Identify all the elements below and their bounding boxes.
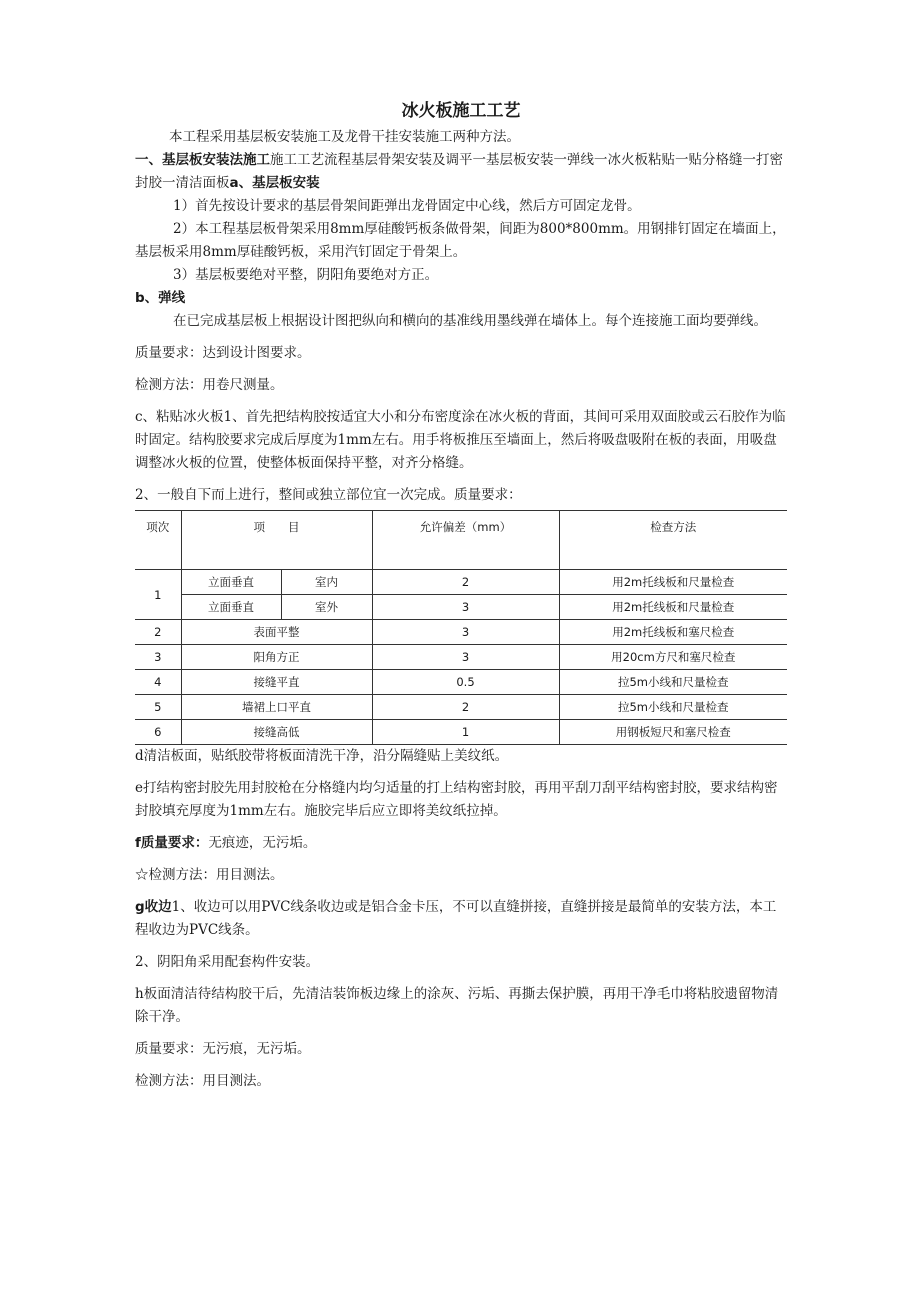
row-method: 用20cm方尺和塞尺检查	[559, 645, 787, 670]
section-g-text: 1、收边可以用PVC线条收边或是铝合金卡压，不可以直缝拼接，直缝拼接是最简单的安装方法，本工程收边为PVC线条。	[135, 899, 777, 938]
row-no: 2	[135, 620, 181, 645]
section-b-check: 检测方法：用卷尺测量。	[135, 377, 284, 393]
section-b-heading: b、弹线	[135, 290, 186, 306]
table-row	[135, 620, 787, 645]
row-no: 3	[135, 645, 181, 670]
table-row	[135, 695, 787, 720]
header-item: 项 目	[181, 511, 372, 570]
section1-heading: 一、基层板安装法施工	[135, 152, 270, 168]
row-sub-item: 室内	[281, 570, 372, 595]
section-f-check: ☆检测方法：用目测法。	[135, 867, 284, 883]
row-method: 拉5m小线和尺量检查	[559, 670, 787, 695]
row-item: 立面垂直	[181, 570, 281, 595]
section-a-heading: a、基层板安装	[229, 175, 320, 191]
header-deviation: 允许偏差（mm）	[372, 511, 559, 570]
section-e-body: e打结构密封胶先用封胶枪在分格缝内均匀适量的打上结构密封胶，再用平刮刀刮平结构密封胶，要求结构密封胶填充厚度为1mm左右。施胶完毕后应立即将美纹纸拉掉。	[135, 780, 778, 819]
row-method: 用2m托线板和塞尺检查	[559, 620, 787, 645]
intro-paragraph: 本工程采用基层板安装施工及龙骨干挂安装施工两种方法。	[169, 129, 520, 145]
section-c-note: 2、一般自下而上进行，整间或独立部位宜一次完成。质量要求：	[135, 487, 522, 503]
section-c-body: c、粘贴冰火板1、首先把结构胶按适宜大小和分布密度涂在冰火板的背面，其间可采用双面胶或云石胶作为临时固定。结构胶要求完成后厚度为1mm左右。用手将板推压至墙面上，然后将吸盘吸附在板的表面，用吸盘调整冰火板的位置，使整体板面保持平整，对齐分格缝。	[135, 409, 786, 471]
section-f-label: f质量要求：	[135, 835, 209, 851]
row-no: 6	[135, 720, 181, 745]
row-no: 1	[135, 570, 181, 620]
row-item: 接缝平直	[181, 670, 372, 695]
row-item: 墙裙上口平直	[181, 695, 372, 720]
row-no: 4	[135, 670, 181, 695]
table-row	[135, 570, 787, 595]
table-row	[135, 595, 787, 620]
row-method: 用钢板短尺和塞尺检查	[559, 720, 787, 745]
row-item: 接缝高低	[181, 720, 372, 745]
row-item: 阳角方正	[181, 645, 372, 670]
row-deviation: 0.5	[372, 670, 559, 695]
row-deviation: 2	[372, 695, 559, 720]
header-method: 检查方法	[559, 511, 787, 570]
table-row	[135, 645, 787, 670]
section1-item-2: 2）本工程基层板骨架采用8mm厚硅酸钙板条做骨架，间距为800*800mm。用钢排钉固定在墙面上，基层板采用8mm厚硅酸钙板，采用汽钉固定于骨架上。	[135, 221, 786, 260]
row-method: 用2m托线板和尺量检查	[559, 595, 787, 620]
section-d-body: d清洁板面，贴纸胶带将板面清洗干净，沿分隔缝贴上美纹纸。	[135, 748, 509, 764]
header-no: 项次	[135, 511, 181, 570]
section-b-body: 在已完成基层板上根据设计图把纵向和横向的基准线用墨线弹在墙体上。每个连接施工面均要弹线。	[173, 313, 767, 329]
section-b-quality: 质量要求：达到设计图要求。	[135, 345, 311, 361]
row-deviation: 3	[372, 595, 559, 620]
section1-flow: 施工工艺流程基层骨架安装及调平一基层板安装一弹线一冰火板粘贴一贴分格缝一打密封胶一清洁面板	[135, 152, 783, 191]
section1-item-3: 3）基层板要绝对平整，阴阳角要绝对方正。	[173, 267, 439, 283]
section-f-line	[135, 832, 787, 855]
table-header-row	[135, 511, 787, 570]
section-g-label: g收边	[135, 899, 172, 915]
section-h-body: h板面清洁待结构胶干后，先清洁装饰板边缘上的涂灰、污垢、再撕去保护膜，再用干净毛巾将粘胶遗留物清除干净。	[135, 986, 779, 1025]
row-sub-item: 室外	[281, 595, 372, 620]
row-deviation: 1	[372, 720, 559, 745]
section1-paragraph	[135, 149, 787, 195]
row-no: 5	[135, 695, 181, 720]
quality-tolerance-table	[135, 510, 787, 745]
row-deviation: 3	[372, 620, 559, 645]
section-h-quality: 质量要求：无污痕，无污垢。	[135, 1041, 311, 1057]
section-h-check: 检测方法：用目测法。	[135, 1073, 270, 1089]
section-f-text: 无痕迹，无污垢。	[208, 835, 317, 851]
row-item: 立面垂直	[181, 595, 281, 620]
row-item: 表面平整	[181, 620, 372, 645]
section-b-heading-line	[135, 287, 787, 310]
row-method: 拉5m小线和尺量检查	[559, 695, 787, 720]
section1-item-1: 1）首先按设计要求的基层骨架间距弹出龙骨固定中心线，然后方可固定龙骨。	[173, 198, 641, 214]
table-row	[135, 720, 787, 745]
section-g-item2: 2、阴阳角采用配套构件安装。	[135, 954, 320, 970]
row-deviation: 2	[372, 570, 559, 595]
document-title: 冰火板施工工艺	[401, 101, 521, 121]
section-g-line	[135, 896, 787, 942]
table-row	[135, 670, 787, 695]
row-method: 用2m托线板和尺量检查	[559, 570, 787, 595]
document-page	[135, 96, 787, 1093]
row-deviation: 3	[372, 645, 559, 670]
